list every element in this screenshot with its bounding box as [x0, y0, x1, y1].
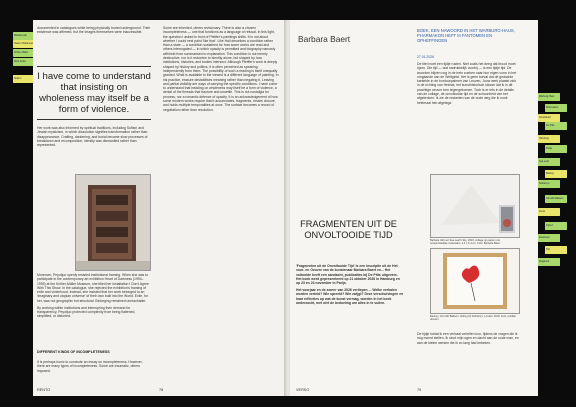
index-tab[interactable]: Parijs	[545, 145, 567, 153]
index-tab[interactable]: Fragment	[538, 258, 560, 266]
book-intro	[296, 264, 404, 374]
intro-paragraph	[37, 26, 151, 56]
para3	[37, 273, 151, 348]
index-tab[interactable]: Hamburg	[538, 135, 560, 143]
artwork-photo	[75, 174, 151, 271]
index-tab[interactable]: Barbara Gill	[13, 32, 35, 40]
footer-right: VERSO	[296, 388, 310, 392]
index-tab[interactable]: Fantomen	[538, 234, 560, 242]
balloon-image	[431, 249, 519, 313]
artwork-image	[76, 175, 150, 270]
date-text: 27.01.2026	[417, 55, 434, 59]
date	[417, 55, 519, 61]
intro-column	[417, 62, 519, 172]
collage-photo	[430, 174, 520, 238]
index-tab[interactable]: Sufism	[13, 75, 35, 83]
index-tab[interactable]: Tijd	[545, 246, 567, 254]
index-tab[interactable]: Onvoltooid	[538, 114, 560, 122]
para5	[37, 360, 151, 382]
caption-1: Barbara Gill met Sea Leaf's Sky, 2023, collage op papier met oorspronkelijke materialen, 4,4 x 4,4 cm. Foto: Barbara Baert	[430, 239, 501, 246]
column-head: BOEK, EEN NAWOORD IN HET WARBURG-HAUS, PHARMAKON HEFT III FANTOMEN EN OPHEFFINGEN	[417, 28, 515, 43]
para5-text: It is perhaps ironic to conclude an essay on incompleteness. However, there are many types of incompleteness. Some are traumatic, others imposed.	[37, 360, 143, 373]
page-number-left: 78	[159, 388, 164, 392]
index-tab[interactable]: Dina Joriss	[13, 58, 35, 66]
index-tab[interactable]: Girl with Balloon	[545, 195, 567, 203]
para4-text: By working within institutions and interrupting their demand for transparency, Peyotjuo protected complexity from being flattened, simplified, or distorted.	[37, 305, 136, 319]
intro-text-right: De titel moet een tijdje rusten. Niet zoals het deeg dat brood moet rijzen. Die tijd — wat nadrukkelijk voorbij — is een tijdje tijd. De woorden blijven nog in de trein zoeken naar hun eigen vorm in het omgaande van de Weltgeist. Het is geen toeval dat de gedachte kantelde in de borduurpalmen van Leuven. Jouw werk plaatst zich in de richting van Heimat, het kunsthistorisch idioom dat ik in dit prachtige oeuvre ben tegengekomen. Toch is er iets in de details van de collage, de onvoltooide tijd en de schoonheid van het afgebroken. Ik zie de restanten van de oude weg die ik nooit helemaal heb afgelegd.	[417, 62, 517, 105]
index-tab[interactable]: Heart of Darkness	[13, 40, 35, 48]
index-tab[interactable]: Banksy	[545, 170, 567, 178]
big-title: FRAGMENTEN UIT DE ONVOLTOOIDE TIJD	[300, 219, 397, 240]
index-tab[interactable]: Pharmakon	[545, 104, 567, 112]
caption-2: Banksy, Girl with Balloon. Veiling bij Sotheby's, Londen 2018. Foto: publiek domein	[430, 315, 516, 322]
para2-text: Her work was also informed by spiritual traditions, including Sufism and Jewish mysticism, in which dissolution signifies transformation rather than disappearance. Crafting, darkening, and burial became slow processes of breakdown and recomposition; identity was dismantled rather than represented.	[37, 126, 148, 148]
para3-text: Moreover, Peyotjuo openly resisted institutional framing. When she was to participate in the contemporary art exhibition Heart of Darkness (1994–1995) at the Kröller-Müller Museum, she titled her installation I Don't Agree With This Show. In the catalogue, she rejected the exhibition's framing of exile and victimhood. Instead, she insisted that her work belonged to an 'imaginary and utopian universe' of their own built into the World. Exile, for her, was not geographic but structural. Belonging remained unreachable.	[37, 273, 149, 303]
book-text2: Het voorjaar en de zomer van 2026 verliepen ... Welke verhalen worden verteld? Wie spreekt? Wie zwijgt? Deze verschuivingen en haar reflecties op wat de kunst vermag, worden in het boek onderzocht, met niet de bedoeling om alles in te vullen.	[296, 287, 404, 305]
left-page	[33, 20, 286, 396]
right-col-text: Some are inherited, others revisionary. There is also a chosen incompleteness — one that functions as a language of refusal. In this light, the question I asked in front of Pfeiffer's paintings shifts. It is not about whether I could next paint 'like that'. Like Hall describes a condition rather than a state — a condition sustained for how some works are read and others interrogated — in which opacity is permitted and biography narrowly withheld from summarised to explanation. This condition is not merely destructive, nor is it reductive to identity alone, but shaped by how institutions, histories, and bodies intersect. Although Pfeiffer's work is deeply shaped by history and politics, it is often perceived as speaking independently from them. The possibility of such a reading is itself unequally granted. What is available to the viewed is a different language of painting. In his practice, erasure destabilises meaning rather than negating it. Leaving and partial visibility are ways of carrying the specific conditions. I have come to understand that insisting on wholeness may itself be a form of violence, a denial of the threads that fracture and unsettle. This is not nostalgia for process, nor a romantic defence of opacity. It is an acknowledgement of how some modern works require that it accumulates, fragments, resists closure, and holds multiple temporalities at once. The surface becomes a record of negotiation rather than resolution.	[163, 26, 279, 112]
index-tab[interactable]: Verso	[538, 208, 560, 216]
index-tab[interactable]: Warburg-Haus	[538, 93, 560, 101]
bottom-text-content: De tijdje totdat ik een verhaal vertellen kon, tijdens de vragen die ik nog moest stellen. Ik sloot mijn ogen en dacht aan de oude man, en aan de kleine werken die ik zo lang had bekeken.	[417, 332, 519, 345]
author-name: Barbara Baert	[298, 34, 351, 44]
left-right-column	[163, 26, 279, 256]
footer-left: RENTO	[37, 388, 51, 392]
right-page	[290, 20, 538, 396]
index-tab[interactable]: De Pitts	[545, 122, 567, 130]
index-tab[interactable]: Sotheby's	[538, 180, 560, 188]
index-tab[interactable]: Kröller-Müller	[13, 49, 35, 57]
balloon-photo	[430, 248, 520, 314]
index-tab[interactable]: Ophef	[545, 222, 567, 230]
bottom-text	[417, 332, 519, 378]
book-intro-text: 'Fragmenten uit de Onvoltooide Tijd' is een inscriptie uit de Het voor- en Oeuvre van de kunstenaar Barbara Baert en... Het voltooide heeft een aandacht, publicaties bij De Pitts uitgevers. Het boek werd gepresenteerd op 21 oktober 2026 in Hamburg en op 23 en 24 november in Parijs.	[296, 264, 400, 286]
pull-quote: I have come to understand that insisting on wholeness may itself be a form of violence.	[37, 66, 151, 120]
index-tab[interactable]: Sea Leaf	[538, 158, 560, 166]
page-number-right: 79	[417, 388, 422, 392]
section-title: DIFFERENT KINDS OF INCOMPLETENESS	[37, 350, 110, 354]
para2	[37, 126, 151, 156]
intro-text: documented in catalogues while being physically buried underground. Their existence was affirmed, but the images themselves were inaccessible.	[37, 26, 151, 35]
collage-image	[431, 175, 519, 237]
